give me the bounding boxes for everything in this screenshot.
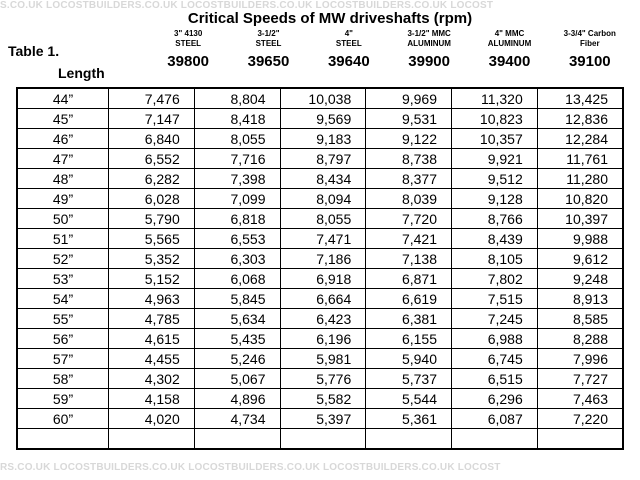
- cell-value: 7,463: [537, 389, 623, 409]
- cell-length: 55”: [17, 309, 109, 329]
- column-header-1-line2: STEEL: [255, 39, 282, 48]
- cell-value: 9,612: [537, 249, 623, 269]
- column-header-2-line1: 4": [344, 29, 353, 38]
- table-row: [17, 229, 623, 249]
- cell-value: 8,377: [366, 169, 452, 189]
- cell-value: 6,818: [194, 209, 280, 229]
- watermark-bottom: RS.CO.UK LOCOSTBUILDERS.CO.UK LOCOSTBUILDERS.CO.UK LOCOSTBUILDERS.CO.UK LOCOST: [0, 462, 501, 473]
- cell-value: 6,381: [366, 309, 452, 329]
- cell-value: 5,544: [366, 389, 452, 409]
- cell-value: 5,067: [194, 369, 280, 389]
- cell-length: 54”: [17, 289, 109, 309]
- cell-value: 7,727: [537, 369, 623, 389]
- table-row: [17, 269, 623, 289]
- table-row-blank: [17, 429, 623, 450]
- table-row: [17, 309, 623, 329]
- cell-value: 6,553: [194, 229, 280, 249]
- cell-value: 4,785: [109, 309, 195, 329]
- cell-value: 4,455: [109, 349, 195, 369]
- cell-value: 6,840: [109, 129, 195, 149]
- cell-length: 48”: [17, 169, 109, 189]
- cell-value: 5,737: [366, 369, 452, 389]
- table-header-area: [0, 29, 640, 87]
- column-header-0: [148, 29, 228, 71]
- column-header-0-code: 39800: [167, 53, 210, 70]
- cell-value: 8,288: [537, 329, 623, 349]
- cell-value: 7,186: [280, 249, 366, 269]
- column-header-5-code: 39100: [568, 53, 611, 70]
- table-body: [17, 88, 623, 449]
- cell-value-blank: [109, 429, 195, 450]
- column-header-4: [469, 29, 549, 71]
- column-header-3-line2: ALUMINUM: [407, 39, 451, 48]
- watermark-top: S.CO.UK LOCOSTBUILDERS.CO.UK LOCOSTBUILDERS.CO.UK LOCOSTBUILDERS.CO.UK LOCOST: [0, 0, 494, 11]
- cell-value: 6,871: [366, 269, 452, 289]
- cell-value: 7,147: [109, 109, 195, 129]
- column-header-5: [550, 29, 630, 71]
- cell-value: 5,582: [280, 389, 366, 409]
- cell-value-blank: [537, 429, 623, 450]
- column-header-2-line2: STEEL: [335, 39, 362, 48]
- cell-value: 6,988: [452, 329, 538, 349]
- table-row: [17, 409, 623, 429]
- table-row: [17, 169, 623, 189]
- cell-value: 6,282: [109, 169, 195, 189]
- cell-length: 60”: [17, 409, 109, 429]
- cell-value: 5,246: [194, 349, 280, 369]
- cell-value-blank: [452, 429, 538, 450]
- cell-value: 5,361: [366, 409, 452, 429]
- cell-length: 46”: [17, 129, 109, 149]
- cell-value: 8,797: [280, 149, 366, 169]
- cell-value: 10,397: [537, 209, 623, 229]
- cell-value: 10,038: [280, 88, 366, 109]
- cell-value: 4,963: [109, 289, 195, 309]
- cell-value: 6,619: [366, 289, 452, 309]
- cell-value: 5,352: [109, 249, 195, 269]
- table-row: [17, 209, 623, 229]
- cell-value: 9,988: [537, 229, 623, 249]
- cell-value: 7,138: [366, 249, 452, 269]
- cell-value: 6,664: [280, 289, 366, 309]
- cell-value: 7,720: [366, 209, 452, 229]
- cell-value: 4,734: [194, 409, 280, 429]
- cell-value: 8,094: [280, 189, 366, 209]
- cell-value: 5,152: [109, 269, 195, 289]
- column-header-0-line1: 3" 4130: [174, 29, 203, 38]
- column-header-4-code: 39400: [488, 53, 531, 70]
- cell-value: 8,738: [366, 149, 452, 169]
- page-title: Critical Speeds of MW driveshafts (rpm): [187, 10, 473, 27]
- column-header-1-line1: 3-1/2": [257, 29, 280, 38]
- cell-value: 7,515: [452, 289, 538, 309]
- cell-value: 7,398: [194, 169, 280, 189]
- cell-value: 5,845: [194, 289, 280, 309]
- column-header-2-code: 39640: [327, 53, 370, 70]
- cell-length: 58”: [17, 369, 109, 389]
- cell-length: 57”: [17, 349, 109, 369]
- cell-value: 7,099: [194, 189, 280, 209]
- table-row: [17, 109, 623, 129]
- cell-value: 6,155: [366, 329, 452, 349]
- cell-value: 5,790: [109, 209, 195, 229]
- cell-value: 10,357: [452, 129, 538, 149]
- column-header-5-line2: Fiber: [580, 39, 600, 48]
- cell-value: 8,434: [280, 169, 366, 189]
- cell-value: 9,122: [366, 129, 452, 149]
- cell-value: 13,425: [537, 88, 623, 109]
- cell-value: 8,039: [366, 189, 452, 209]
- cell-value: 9,969: [366, 88, 452, 109]
- cell-value-blank: [280, 429, 366, 450]
- table-label: Table 1.: [8, 43, 60, 59]
- cell-length: 44”: [17, 88, 109, 109]
- cell-value: 4,302: [109, 369, 195, 389]
- table-row: [17, 349, 623, 369]
- cell-value: 9,921: [452, 149, 538, 169]
- column-headers: [148, 29, 630, 71]
- cell-value: 6,515: [452, 369, 538, 389]
- cell-value: 11,280: [537, 169, 623, 189]
- cell-value: 4,896: [194, 389, 280, 409]
- cell-length: 56”: [17, 329, 109, 349]
- document-page: [0, 10, 640, 450]
- table-row: [17, 149, 623, 169]
- cell-value: 11,761: [537, 149, 623, 169]
- cell-value: 7,802: [452, 269, 538, 289]
- cell-value: 6,423: [280, 309, 366, 329]
- cell-value: 8,585: [537, 309, 623, 329]
- table-row: [17, 389, 623, 409]
- cell-value: 9,531: [366, 109, 452, 129]
- cell-length: 51”: [17, 229, 109, 249]
- cell-value: 5,634: [194, 309, 280, 329]
- cell-length-blank: [17, 429, 109, 450]
- cell-length: 53”: [17, 269, 109, 289]
- table-row: [17, 329, 623, 349]
- cell-length: 59”: [17, 389, 109, 409]
- length-column-label: Length: [58, 65, 105, 81]
- column-header-3: [389, 29, 469, 71]
- cell-value-blank: [366, 429, 452, 450]
- cell-value: 10,820: [537, 189, 623, 209]
- cell-value: 8,439: [452, 229, 538, 249]
- cell-value: 5,776: [280, 369, 366, 389]
- column-header-2: [309, 29, 389, 71]
- cell-length: 49”: [17, 189, 109, 209]
- cell-value: 5,435: [194, 329, 280, 349]
- cell-length: 47”: [17, 149, 109, 169]
- cell-value: 9,183: [280, 129, 366, 149]
- critical-speeds-table: [16, 87, 624, 450]
- table-row: [17, 88, 623, 109]
- cell-value: 8,055: [194, 129, 280, 149]
- cell-value: 4,615: [109, 329, 195, 349]
- cell-value: 4,158: [109, 389, 195, 409]
- cell-value: 7,476: [109, 88, 195, 109]
- table-row: [17, 289, 623, 309]
- cell-value: 5,940: [366, 349, 452, 369]
- cell-length: 52”: [17, 249, 109, 269]
- column-header-5-line1: 3-3/4" Carbon: [563, 29, 616, 38]
- column-header-4-line2: ALUMINUM: [487, 39, 532, 48]
- column-header-4-line1: 4" MMC: [494, 29, 525, 38]
- cell-value: 9,512: [452, 169, 538, 189]
- column-header-1-code: 39650: [247, 53, 290, 70]
- cell-value: 6,087: [452, 409, 538, 429]
- cell-value: 7,716: [194, 149, 280, 169]
- cell-value: 8,913: [537, 289, 623, 309]
- cell-value: 5,981: [280, 349, 366, 369]
- cell-value: 9,128: [452, 189, 538, 209]
- cell-value: 6,918: [280, 269, 366, 289]
- cell-value: 8,418: [194, 109, 280, 129]
- cell-value: 8,105: [452, 249, 538, 269]
- cell-value: 8,055: [280, 209, 366, 229]
- cell-value: 7,996: [537, 349, 623, 369]
- cell-value: 6,745: [452, 349, 538, 369]
- cell-value: 7,245: [452, 309, 538, 329]
- table-row: [17, 369, 623, 389]
- cell-value: 4,020: [109, 409, 195, 429]
- cell-value: 7,471: [280, 229, 366, 249]
- cell-value-blank: [194, 429, 280, 450]
- cell-value: 9,569: [280, 109, 366, 129]
- cell-value: 8,766: [452, 209, 538, 229]
- cell-value: 7,421: [366, 229, 452, 249]
- table-row: [17, 249, 623, 269]
- cell-value: 6,068: [194, 269, 280, 289]
- cell-value: 5,565: [109, 229, 195, 249]
- cell-value: 9,248: [537, 269, 623, 289]
- cell-value: 8,804: [194, 88, 280, 109]
- cell-value: 6,303: [194, 249, 280, 269]
- cell-value: 11,320: [452, 88, 538, 109]
- table-row: [17, 189, 623, 209]
- cell-value: 5,397: [280, 409, 366, 429]
- cell-value: 12,836: [537, 109, 623, 129]
- column-header-3-code: 39900: [408, 53, 450, 70]
- table-row: [17, 129, 623, 149]
- column-header-0-line2: STEEL: [175, 39, 202, 48]
- cell-value: 6,296: [452, 389, 538, 409]
- cell-value: 6,028: [109, 189, 195, 209]
- cell-length: 45”: [17, 109, 109, 129]
- cell-value: 6,196: [280, 329, 366, 349]
- cell-value: 6,552: [109, 149, 195, 169]
- column-header-3-line1: 3-1/2" MMC: [407, 29, 451, 38]
- cell-value: 12,284: [537, 129, 623, 149]
- cell-value: 7,220: [537, 409, 623, 429]
- cell-value: 10,823: [452, 109, 538, 129]
- column-header-1: [228, 29, 308, 71]
- cell-length: 50”: [17, 209, 109, 229]
